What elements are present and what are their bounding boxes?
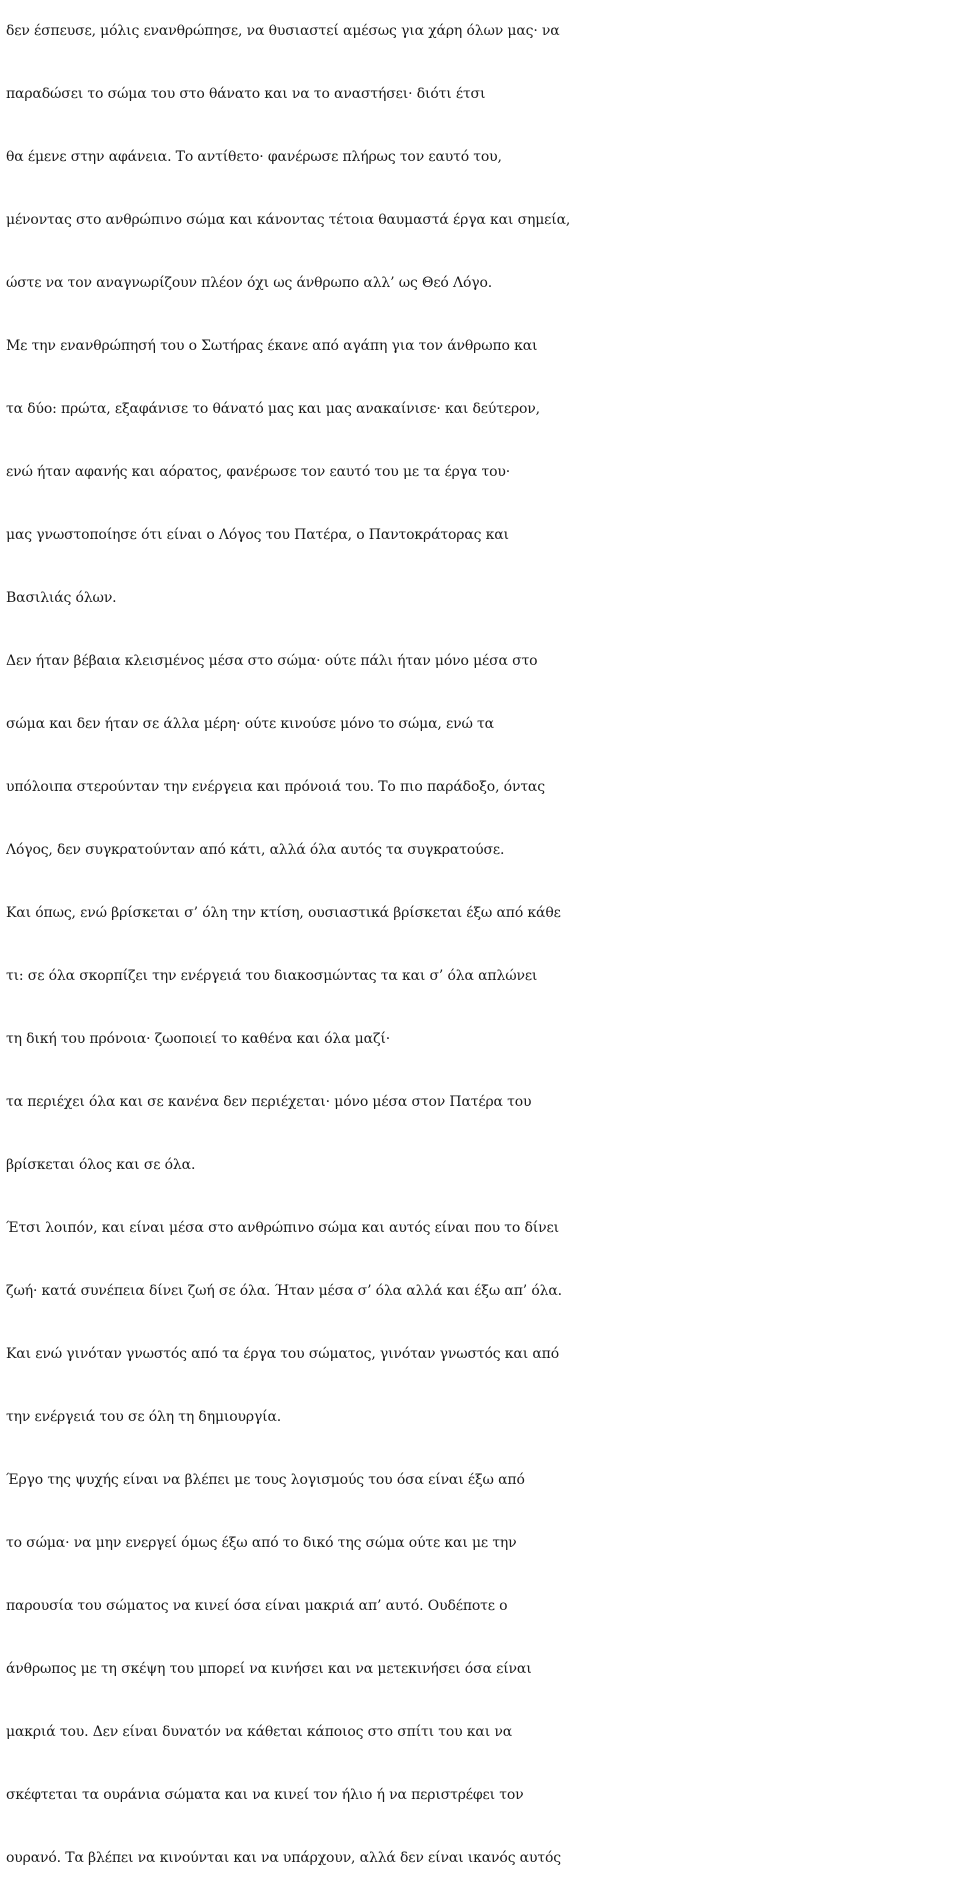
paragraph-4 — [6, 882, 956, 1197]
text-line: Έργο της ψυχής είναι να βλέπει με τους λογισμούς του όσα είναι έξω από — [6, 1472, 525, 1488]
text-line: υπόλοιπα στερούνταν την ενέργεια και πρόνοιά του. Το πιο παράδοξο, όντας — [6, 779, 545, 795]
text-line: άνθρωπος με τη σκέψη του μπορεί να κινήσει και να μετεκινήσει όσα είναι — [6, 1661, 532, 1677]
paragraph-2 — [6, 315, 956, 630]
text-line: ενώ ήταν αφανής και αόρατος, φανέρωσε τον εαυτό του με τα έργα του· — [6, 464, 511, 480]
text-line: Με την ενανθρώπησή του ο Σωτήρας έκανε από αγάπη για τον άνθρωπο και — [6, 338, 538, 354]
text-line: παραδώσει το σώμα του στο θάνατο και να το αναστήσει· διότι έτσι — [6, 86, 486, 102]
text-line: δεν έσπευσε, μόλις ενανθρώπησε, να θυσιαστεί αμέσως για χάρη όλων μας· να — [6, 23, 560, 39]
paragraph-5 — [6, 1197, 956, 1449]
text-line: την ενέργειά του σε όλη τη δημιουργία. — [6, 1409, 282, 1425]
text-line: Λόγος, δεν συγκρατούνταν από κάτι, αλλά όλα αυτός τα συγκρατούσε. — [6, 842, 505, 858]
text-line: τα δύο: πρώτα, εξαφάνισε το θάνατό μας και μας ανακαίνισε· και δεύτερον, — [6, 401, 540, 417]
text-line: σώμα και δεν ήταν σε άλλα μέρη· ούτε κινούσε μόνο το σώμα, ενώ τα — [6, 716, 494, 732]
text-line: το σώμα· να μην ενεργεί όμως έξω από το δικό της σώμα ούτε και με την — [6, 1535, 517, 1551]
text-line: τα περιέχει όλα και σε κανένα δεν περιέχεται· μόνο μέσα στον Πατέρα του — [6, 1094, 532, 1110]
text-line: βρίσκεται όλος και σε όλα. — [6, 1157, 196, 1173]
text-line: Δεν ήταν βέβαια κλεισμένος μέσα στο σώμα· ούτε πάλι ήταν μόνο μέσα στο — [6, 653, 538, 669]
text-line: Και όπως, ενώ βρίσκεται σ’ όλη την κτίση, ουσιαστικά βρίσκεται έξω από κάθε — [6, 905, 561, 921]
text-line: Βασιλιάς όλων. — [6, 590, 117, 606]
text-line: ουρανό. Τα βλέπει να κινούνται και να υπάρχουν, αλλά δεν είναι ικανός αυτός — [6, 1850, 561, 1866]
text-line: τη δική του πρόνοια· ζωοποιεί το καθένα και όλα μαζί· — [6, 1031, 391, 1047]
text-line: τι: σε όλα σκορπίζει την ενέργειά του διακοσμώντας τα και σ’ όλα απλώνει — [6, 968, 538, 984]
text-line: μας γνωστοποίησε ότι είναι ο Λόγος του Πατέρα, ο Παντοκράτορας και — [6, 527, 509, 543]
text-line: μένοντας στο ανθρώπινο σώμα και κάνοντας τέτοια θαυμαστά έργα και σημεία, — [6, 212, 571, 228]
paragraph-1 — [6, 0, 956, 315]
text-line: παρουσία του σώματος να κινεί όσα είναι μακριά απ’ αυτό. Ουδέποτε ο — [6, 1598, 508, 1614]
text-line: Και ενώ γινόταν γνωστός από τα έργα του σώματος, γινόταν γνωστός και από — [6, 1346, 559, 1362]
text-line: ώστε να τον αναγνωρίζουν πλέον όχι ως άνθρωπο αλλ’ ως Θεό Λόγο. — [6, 275, 493, 291]
paragraph-3 — [6, 630, 956, 882]
paragraph-6 — [6, 1449, 956, 1890]
text-line: ζωή· κατά συνέπεια δίνει ζωή σε όλα. Ήταν μέσα σ’ όλα αλλά και έξω απ’ όλα. — [6, 1283, 562, 1299]
text-line: θα έμενε στην αφάνεια. Το αντίθετο· φανέρωσε πλήρως τον εαυτό του, — [6, 149, 502, 165]
text-line: μακριά του. Δεν είναι δυνατόν να κάθεται κάποιος στο σπίτι του και να — [6, 1724, 513, 1740]
text-line: σκέφτεται τα ουράνια σώματα και να κινεί τον ήλιο ή να περιστρέφει τον — [6, 1787, 524, 1803]
text-line: Έτσι λοιπόν, και είναι μέσα στο ανθρώπινο σώμα και αυτός είναι που το δίνει — [6, 1220, 559, 1236]
document-page — [6, 0, 956, 1890]
